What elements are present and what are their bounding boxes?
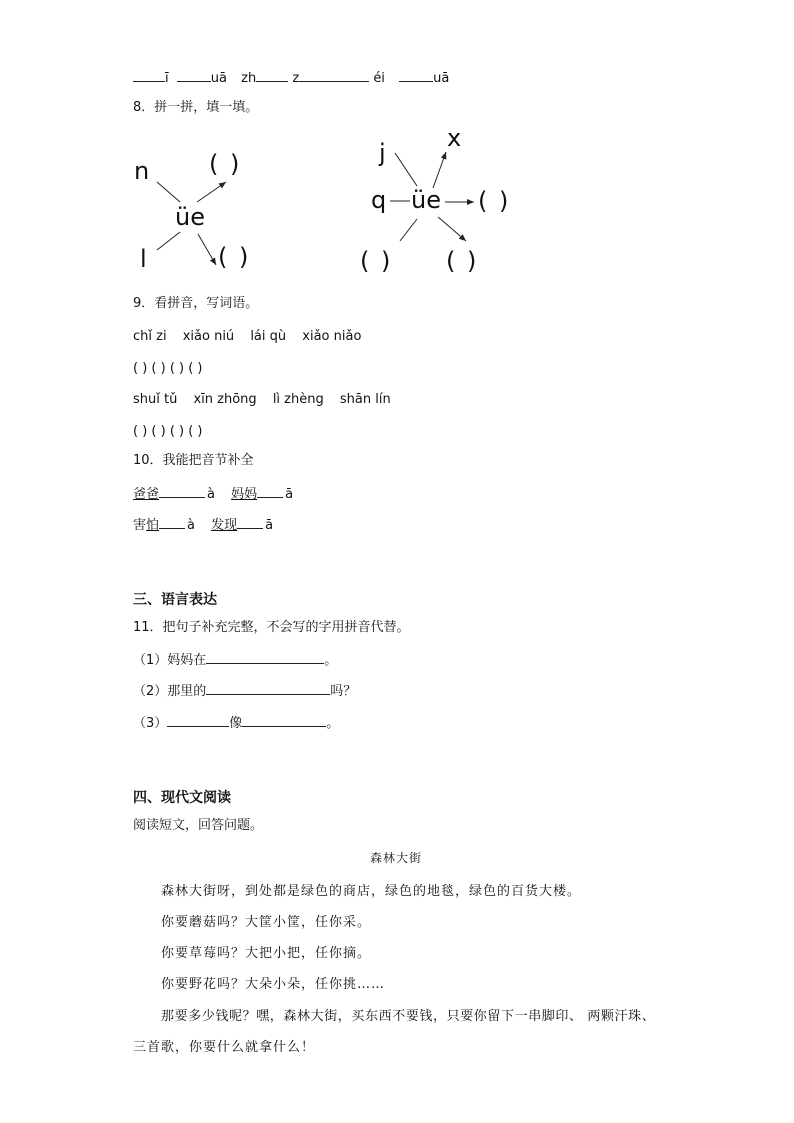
q11-sentence-1 — [133, 651, 337, 669]
word-hai: 害 — [133, 518, 147, 533]
story-paragraph: 三首歌，你要什么就拿什么！ — [133, 1040, 316, 1055]
pinyin-tail: à — [187, 518, 195, 533]
answer-paren-right[interactable]: ( ) — [478, 187, 511, 215]
left-arrows — [0, 0, 794, 300]
sentence-prefix: （2）那里的 — [133, 684, 207, 699]
line-l — [157, 232, 180, 250]
sentence-suffix: 。 — [326, 716, 340, 731]
pinyin-tail: éi — [373, 71, 385, 86]
answer-paren-top[interactable]: ( ) — [209, 150, 242, 178]
section-heading-3: 三、语言表达 — [133, 592, 217, 608]
story-paragraph: 那要多少钱呢？嘿，森林大街，买东西不要钱，只要你留下一串脚印、 两颗汗珠、 — [161, 1009, 656, 1024]
pinyin-word: lái qù — [250, 329, 287, 344]
story-title: 森林大街 — [370, 851, 423, 865]
q10-row2 — [133, 516, 273, 534]
pinyin-tail: uā — [433, 71, 450, 86]
section-heading-4: 四、现代文阅读 — [133, 790, 231, 806]
pinyin-tail: ā — [285, 487, 294, 502]
q10-title: 10．我能把音节补全 — [133, 453, 254, 468]
arrow-top — [197, 182, 226, 202]
pinyin-tail: uā — [210, 71, 227, 86]
pinyin-word: xīn zhōng — [193, 392, 257, 407]
blank[interactable] — [206, 682, 330, 695]
story-paragraph: 你要野花吗？大朵小朵，任你挑…… — [161, 977, 386, 992]
q9-pinyin-row1 — [133, 329, 361, 345]
arrow-bottom — [198, 234, 216, 265]
arrow-br — [438, 217, 466, 241]
line-j — [395, 153, 417, 186]
line-bl — [400, 219, 417, 241]
initial-n: n — [134, 157, 150, 185]
q9-pinyin-row2 — [133, 392, 391, 408]
word-pa: 怕 — [146, 518, 160, 533]
blank[interactable] — [237, 516, 263, 529]
q9-title: 9．看拼音，写词语。 — [133, 296, 259, 311]
story-paragraph: 森林大街呀，到处都是绿色的商店，绿色的地毯，绿色的百货大楼。 — [161, 884, 582, 899]
word-faxian: 发现 — [211, 518, 238, 533]
pinyin-initial: zh — [241, 71, 257, 86]
pinyin-word: xiǎo niǎo — [302, 329, 362, 344]
q11-title: 11．把句子补充完整，不会写的字用拼音代替。 — [133, 620, 410, 635]
sentence-prefix: （3） — [133, 716, 168, 731]
arrow-x — [433, 152, 446, 188]
story-paragraph: 你要蘑菇吗？大筐小筐，任你采。 — [161, 915, 372, 930]
answer-paren-br[interactable]: ( ) — [446, 247, 479, 275]
blank[interactable] — [206, 651, 324, 664]
sentence-suffix: 吗？ — [330, 684, 357, 699]
reading-instruction: 阅读短文，回答问题。 — [133, 818, 264, 833]
line-n — [157, 182, 180, 202]
q11-sentence-2 — [133, 682, 356, 700]
pinyin-initial: z — [292, 71, 300, 86]
blank[interactable] — [167, 714, 229, 727]
word-mama: 妈妈 — [231, 487, 258, 502]
answer-paren-bottom[interactable]: ( ) — [218, 243, 251, 271]
initial-x: x — [447, 124, 462, 152]
initial-q: q — [371, 186, 387, 214]
q10-row1 — [133, 485, 293, 503]
pinyin-tail: ā — [265, 518, 274, 533]
blank[interactable] — [159, 485, 205, 498]
blank[interactable] — [242, 714, 326, 727]
pinyin-tail: ī — [165, 71, 169, 86]
sentence-prefix: （1）妈妈在 — [133, 653, 207, 668]
q8-title: 8．拼一拼，填一填。 — [133, 100, 259, 115]
word-baba: 爸爸 — [133, 487, 160, 502]
blank[interactable] — [159, 516, 185, 529]
pinyin-word: shuǐ tǔ — [133, 392, 178, 407]
sentence-mid: 像 — [229, 716, 243, 731]
final-ue-right: üe — [411, 186, 441, 214]
q11-sentence-3 — [133, 714, 339, 732]
final-ue: üe — [175, 203, 205, 231]
q9-answer-row1[interactable]: ( ) ( ) ( ) ( ) — [133, 361, 203, 376]
answer-paren-bl[interactable]: ( ) — [360, 247, 393, 275]
initial-j: j — [379, 139, 386, 167]
sentence-suffix: 。 — [324, 653, 338, 668]
story-paragraph: 你要草莓吗？大把小把，任你摘。 — [161, 946, 372, 961]
pinyin-word: chǐ zi — [133, 329, 167, 344]
initial-l: l — [140, 245, 147, 273]
pinyin-word: xiǎo niú — [182, 329, 235, 344]
pinyin-tail: à — [207, 487, 215, 502]
pinyin-word: shān lín — [339, 392, 391, 407]
blank[interactable] — [257, 485, 283, 498]
pinyin-word: lì zhèng — [272, 392, 324, 407]
q9-answer-row2[interactable]: ( ) ( ) ( ) ( ) — [133, 424, 203, 439]
